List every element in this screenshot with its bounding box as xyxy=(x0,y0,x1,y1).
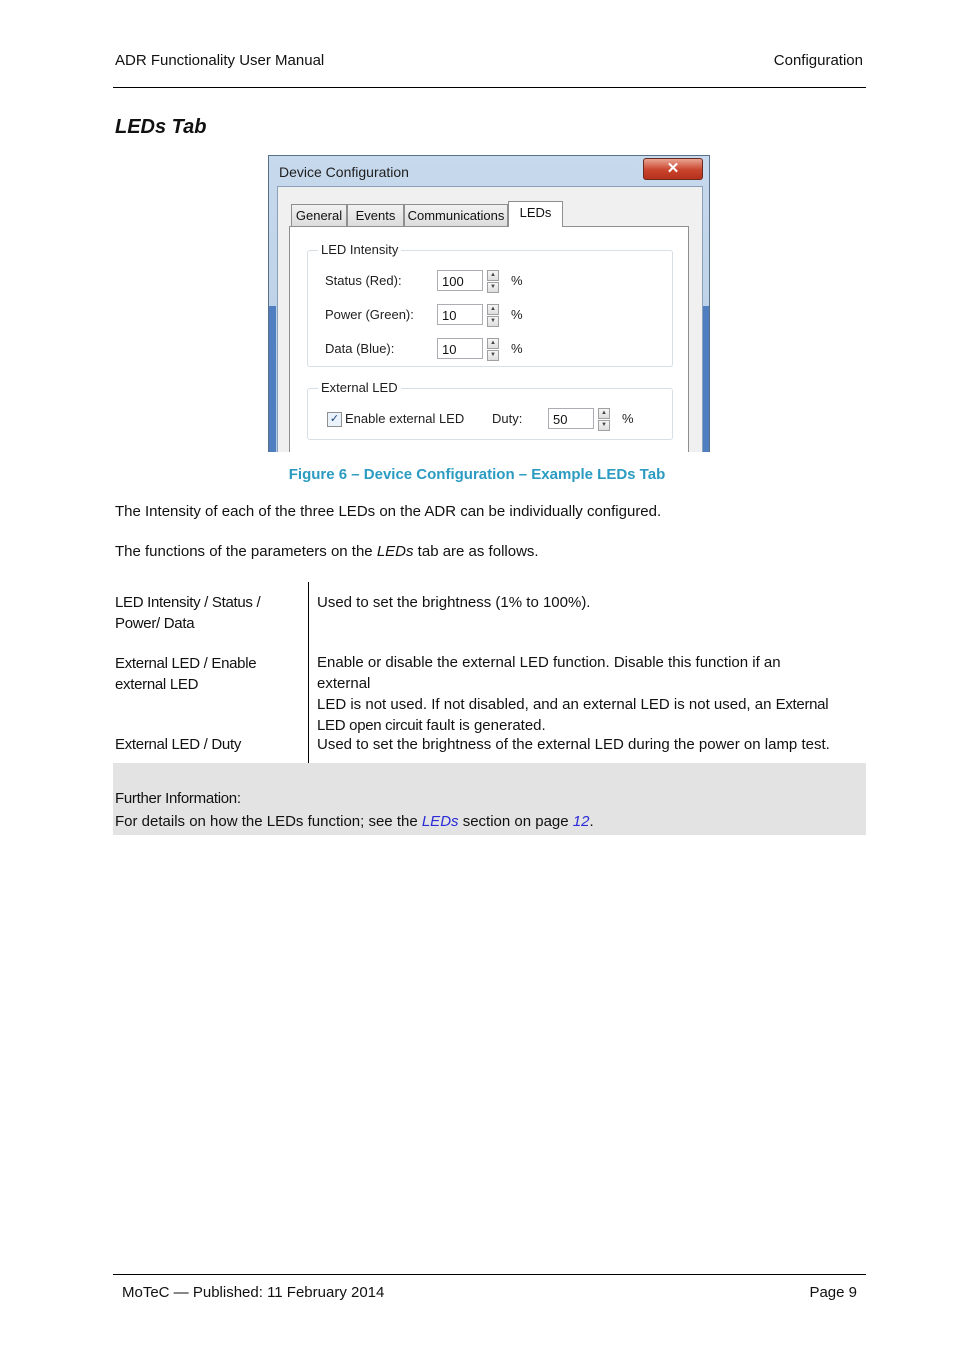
external-led-group xyxy=(307,380,673,440)
external-led-legend: External LED xyxy=(318,380,401,395)
para2-after: tab are as follows. xyxy=(413,543,539,560)
power-green-input[interactable]: 10 xyxy=(437,304,483,325)
term-line: Power/ Data xyxy=(115,615,195,632)
enable-external-led-checkbox[interactable] xyxy=(327,412,342,427)
leds-section-link[interactable]: LEDs xyxy=(421,813,459,830)
spin-down-icon[interactable]: ▼ xyxy=(598,420,610,431)
desc-text: fault is generated. xyxy=(422,717,546,734)
term-line: External LED / Duty xyxy=(115,736,242,753)
desc-line xyxy=(317,694,837,715)
spin-down-icon[interactable]: ▼ xyxy=(487,350,499,361)
power-green-label: Power (Green): xyxy=(325,307,414,322)
tab-communications[interactable]: Communications xyxy=(404,204,508,226)
led-intensity-group xyxy=(307,242,673,367)
status-red-input[interactable]: 100 xyxy=(437,270,483,291)
data-blue-unit: % xyxy=(511,341,523,356)
para2-before: The functions of the parameters on the xyxy=(115,543,377,560)
spin-down-icon[interactable]: ▼ xyxy=(487,282,499,293)
device-configuration-dialog xyxy=(268,155,710,452)
term-external-led-duty xyxy=(115,734,295,755)
window-frame-accent-right xyxy=(702,306,709,452)
spin-down-icon[interactable]: ▼ xyxy=(487,316,499,327)
term-line: external LED xyxy=(115,676,199,693)
further-information-title: Further Information: xyxy=(115,790,241,807)
term-external-led-enable xyxy=(115,653,295,695)
tab-leds[interactable]: LEDs xyxy=(508,201,563,227)
dialog-title: Device Configuration xyxy=(279,164,409,180)
figure-caption: Figure 6 – Device Configuration – Example LEDs Tab xyxy=(288,466,666,483)
close-button[interactable] xyxy=(643,158,703,180)
further-information-box xyxy=(113,763,866,835)
desc-external-led-duty: Used to set the brightness of the external LED during the power on lamp test. xyxy=(317,736,830,753)
spin-up-icon[interactable]: ▲ xyxy=(487,270,499,281)
duty-spinner[interactable] xyxy=(598,408,610,429)
desc-led-intensity: Used to set the brightness (1% to 100%). xyxy=(317,594,591,611)
term-line: External LED / Enable xyxy=(115,655,257,672)
window-frame-accent-left xyxy=(269,306,276,452)
term-line: LED Intensity / Status / xyxy=(115,594,261,611)
para2-emph: LEDs xyxy=(376,543,414,560)
info-text-after: . xyxy=(589,813,594,830)
status-red-spinner[interactable] xyxy=(487,270,499,291)
footer-page-number: Page 9 xyxy=(809,1284,857,1301)
status-red-label: Status (Red): xyxy=(325,273,402,288)
desc-strong: External xyxy=(775,696,829,713)
status-red-unit: % xyxy=(511,273,523,288)
info-text-before: For details on how the LEDs function; see the xyxy=(115,813,422,830)
footer-left: MoTeC — Published: 11 February 2014 xyxy=(122,1284,385,1301)
desc-strong: LED open circuit xyxy=(317,717,423,734)
paragraph-functions xyxy=(115,543,539,560)
close-icon: ✕ xyxy=(666,160,680,177)
page-12-link[interactable]: 12 xyxy=(572,813,590,830)
dialog-client xyxy=(277,186,703,452)
desc-text: LED is not used. If not disabled, and an external LED is not used, an xyxy=(317,696,776,713)
tab-events[interactable]: Events xyxy=(347,204,404,226)
checkmark-icon: ✓ xyxy=(329,413,340,425)
spin-up-icon[interactable]: ▲ xyxy=(487,338,499,349)
spin-up-icon[interactable]: ▲ xyxy=(598,408,610,419)
spin-up-icon[interactable]: ▲ xyxy=(487,304,499,315)
header-left: ADR Functionality User Manual xyxy=(115,52,325,69)
header-right: Configuration xyxy=(773,52,863,69)
info-text-mid: section on page xyxy=(458,813,573,830)
section-title: LEDs Tab xyxy=(115,116,207,138)
enable-external-led-label[interactable]: Enable external LED xyxy=(345,411,465,426)
term-led-intensity xyxy=(115,592,295,634)
definition-divider xyxy=(308,582,309,763)
footer-rule xyxy=(113,1274,866,1275)
duty-input[interactable]: 50 xyxy=(548,408,594,429)
led-intensity-legend: LED Intensity xyxy=(318,242,401,257)
data-blue-input[interactable]: 10 xyxy=(437,338,483,359)
tab-panel-leds xyxy=(289,226,689,452)
data-blue-spinner[interactable] xyxy=(487,338,499,359)
duty-unit: % xyxy=(622,411,634,426)
duty-label: Duty: xyxy=(492,411,523,426)
header-rule xyxy=(113,87,866,88)
tab-general[interactable]: General xyxy=(291,204,347,226)
desc-line xyxy=(317,715,837,736)
desc-external-led-enable xyxy=(317,652,837,736)
further-information-text xyxy=(115,813,594,830)
paragraph-intensity: The Intensity of each of the three LEDs on the ADR can be individually configured. xyxy=(115,503,662,520)
desc-line: Enable or disable the external LED function. Disable this function if an external xyxy=(317,654,781,692)
power-green-unit: % xyxy=(511,307,523,322)
power-green-spinner[interactable] xyxy=(487,304,499,325)
data-blue-label: Data (Blue): xyxy=(325,341,395,356)
